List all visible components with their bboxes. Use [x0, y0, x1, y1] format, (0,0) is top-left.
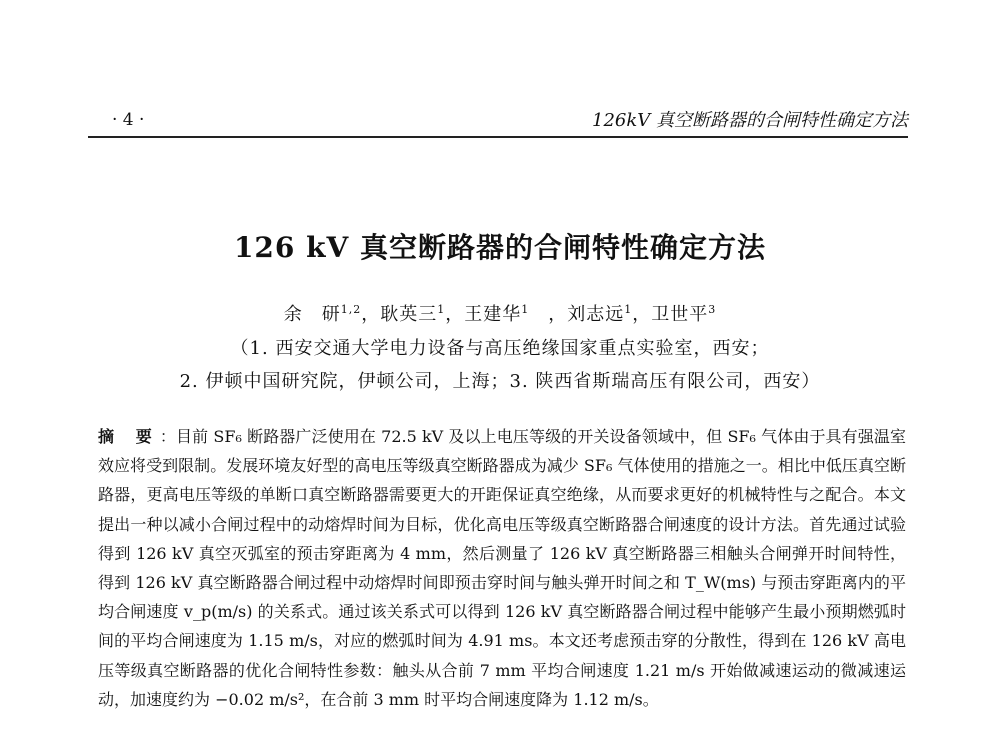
author-name: 王建华: [464, 304, 522, 325]
author-affiliation-mark: 1: [437, 303, 446, 316]
author-name: 卫世平: [651, 304, 709, 325]
abstract-colon: ：: [159, 427, 177, 446]
abstract-label: 摘 要: [98, 427, 160, 446]
page-number: · 4 ·: [112, 110, 145, 130]
abstract: [98, 422, 906, 714]
author-affiliation-mark: 1: [521, 303, 530, 316]
author-affiliation-mark: 1: [624, 303, 633, 316]
author-affiliation-mark: 3: [708, 303, 717, 316]
header-rule: [88, 136, 908, 138]
affiliation-line-1: （1. 西安交通大学电力设备与高压绝缘国家重点实验室，西安；: [230, 338, 770, 359]
affiliation-line-2: 2. 伊顿中国研究院，伊顿公司，上海；3. 陕西省斯瑞高压有限公司，西安）: [179, 371, 821, 392]
paper-title: 126 kV 真空断路器的合闸特性确定方法: [233, 231, 767, 264]
page-header: [88, 98, 908, 138]
author-affiliation-mark: 1,2: [340, 303, 362, 316]
abstract-body: 目前 SF₆ 断路器广泛使用在 72.5 kV 及以上电压等级的开关设备领域中，但 SF₆ 气体由于具有强温室效应将受到限制。发展环境友好型的高电压等级真空断路器成为减少 SF₆ 气体使用的措施之一。相比中低压真空断路器，更高电压等级的单断口真空断路器需要更大的开距保证真空绝缘，从而要求更好的机械特性与之配合。本文提出一种以减小合闸过程中的动熔焊时间为目标，优化高电压等级真空断路器合闸速度的设计方法。首先通过试验得到 126 kV 真空灭弧室的预击穿距离为 4 mm，然后测量了 126 kV 真空断路器三相触头合闸弹开时间特性，得到 126 kV 真空断路器合闸过程中动熔焊时间即预击穿时间与触头弹开时间之和 T_W(ms) 与预击穿距离内的平均合闸速度 v_p(m/s) 的关系式。通过该关系式可以得到 126 kV 真空断路器合闸过程中能够产生最小预期燃弧时间的平均合闸速度为 1.15 m/s，对应的燃弧时间为 4.91 ms。本文还考虑预击穿的分散性，得到在 126 kV 高电压等级真空断路器的优化合闸特性参数：触头从合前 7 mm 平均合闸速度 1.21 m/s 开始做减速运动的微减速运动，加速度约为 −0.02 m/s²，在合前 3 mm 时平均合闸速度降为 1.12 m/s。: [98, 427, 906, 709]
author-name: 刘志远: [567, 304, 625, 325]
author-name: 余 研: [283, 304, 341, 325]
running-title: 126kV 真空断路器的合闸特性确定方法: [592, 110, 908, 131]
author-list: 余 研$^{1,2}$，耿英三$^1$，王建华$^1$ ，刘志远$^1$，卫世平$^3$: [283, 303, 717, 325]
author-name: 耿英三: [380, 304, 438, 325]
